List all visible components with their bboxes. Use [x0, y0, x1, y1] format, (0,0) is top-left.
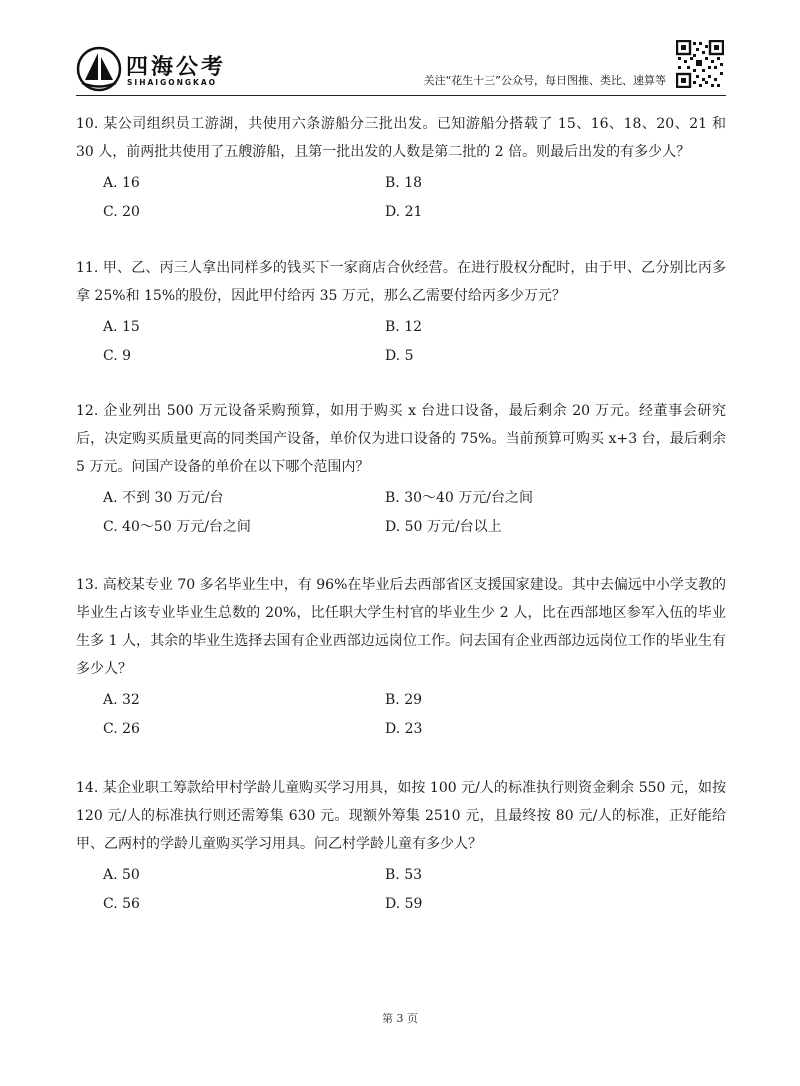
question-14: [76, 774, 726, 919]
option-b: B. 29: [385, 692, 423, 708]
header-slogan: 关注“花生十三”公众号，每日图推、类比、速算等: [423, 74, 666, 87]
option-list: [76, 313, 726, 371]
page-number: 第 3 页: [382, 1012, 418, 1025]
option-b: B. 30～40 万元/台之间: [385, 490, 533, 506]
option-list: [76, 484, 726, 542]
option-list: [76, 686, 726, 744]
option-d: D. 23: [385, 721, 423, 737]
option-c: C. 40～50 万元/台之间: [103, 519, 251, 535]
question-stem: 14. 某企业职工筹款给甲村学龄儿童购买学习用具，如按 100 元/人的标准执行则资金剩余 550 元，如按 120 元/人的标准执行则还需筹集 630 元。现额外筹集 2510 元，且最终按 80 元/人的标准，正好能给甲、乙两村的学龄儿童购买学习用具。问乙村学龄儿童有多少人？: [76, 780, 726, 852]
option-c: C. 9: [103, 348, 132, 364]
option-c: C. 56: [103, 896, 140, 912]
option-d: D. 5: [385, 348, 414, 364]
question-stem: 10. 某公司组织员工游湖，共使用六条游船分三批出发。已知游船分搭载了 15、16、18、20、21 和 30 人，前两批共使用了五艘游船，且第一批出发的人数是第二批的 2 倍。则最后出发的有多少人？: [76, 116, 726, 160]
question-stem: 11. 甲、乙、丙三人拿出同样多的钱买下一家商店合伙经营。在进行股权分配时，由于甲、乙分别比丙多拿 25%和 15%的股份，因此甲付给丙 35 万元，那么乙需要付给丙多少万元？: [76, 260, 726, 304]
sailboat-logo-icon: [76, 46, 122, 92]
option-list: [76, 169, 726, 227]
header-divider: [76, 95, 726, 96]
question-stem: 13. 高校某专业 70 多名毕业生中，有 96%在毕业后去西部省区支援国家建设。其中去偏远中小学支教的毕业生占该专业毕业生总数的 20%，比任职大学生村官的毕业生少 2 人，比在西部地区参军入伍的毕业生多 1 人，其余的毕业生选择去国有企业西部边远岗位工作。问去国有企业西部边远岗位工作的毕业生有多少人？: [76, 577, 726, 677]
option-c: C. 20: [103, 204, 140, 220]
option-b: B. 18: [385, 175, 423, 191]
option-d: D. 59: [385, 896, 423, 912]
qr-code-icon: [676, 40, 724, 88]
brand-name-latin: SIHAIGONGKAO: [127, 78, 218, 87]
option-list: [76, 861, 726, 919]
question-10: [76, 110, 726, 227]
option-b: B. 12: [385, 319, 423, 335]
brand-name: 四海公考: [126, 55, 227, 80]
option-a: A. 50: [103, 867, 140, 883]
option-d: D. 50 万元/台以上: [385, 519, 502, 535]
option-a: A. 不到 30 万元/台: [103, 490, 224, 506]
option-a: A. 32: [103, 692, 140, 708]
option-a: A. 16: [103, 175, 140, 191]
option-b: B. 53: [385, 867, 423, 883]
page-header: [0, 0, 800, 100]
question-13: [76, 571, 726, 744]
question-11: [76, 254, 726, 371]
option-c: C. 26: [103, 721, 140, 737]
question-stem: 12. 企业列出 500 万元设备采购预算，如用于购买 x 台进口设备，最后剩余 20 万元。经董事会研究后，决定购买质量更高的同类国产设备，单价仅为进口设备的 75%。当前预算可购买 x+3 台，最后剩余 5 万元。问国产设备的单价在以下哪个范围内？: [76, 403, 726, 475]
question-12: [76, 397, 726, 542]
option-a: A. 15: [103, 319, 140, 335]
option-d: D. 21: [385, 204, 423, 220]
